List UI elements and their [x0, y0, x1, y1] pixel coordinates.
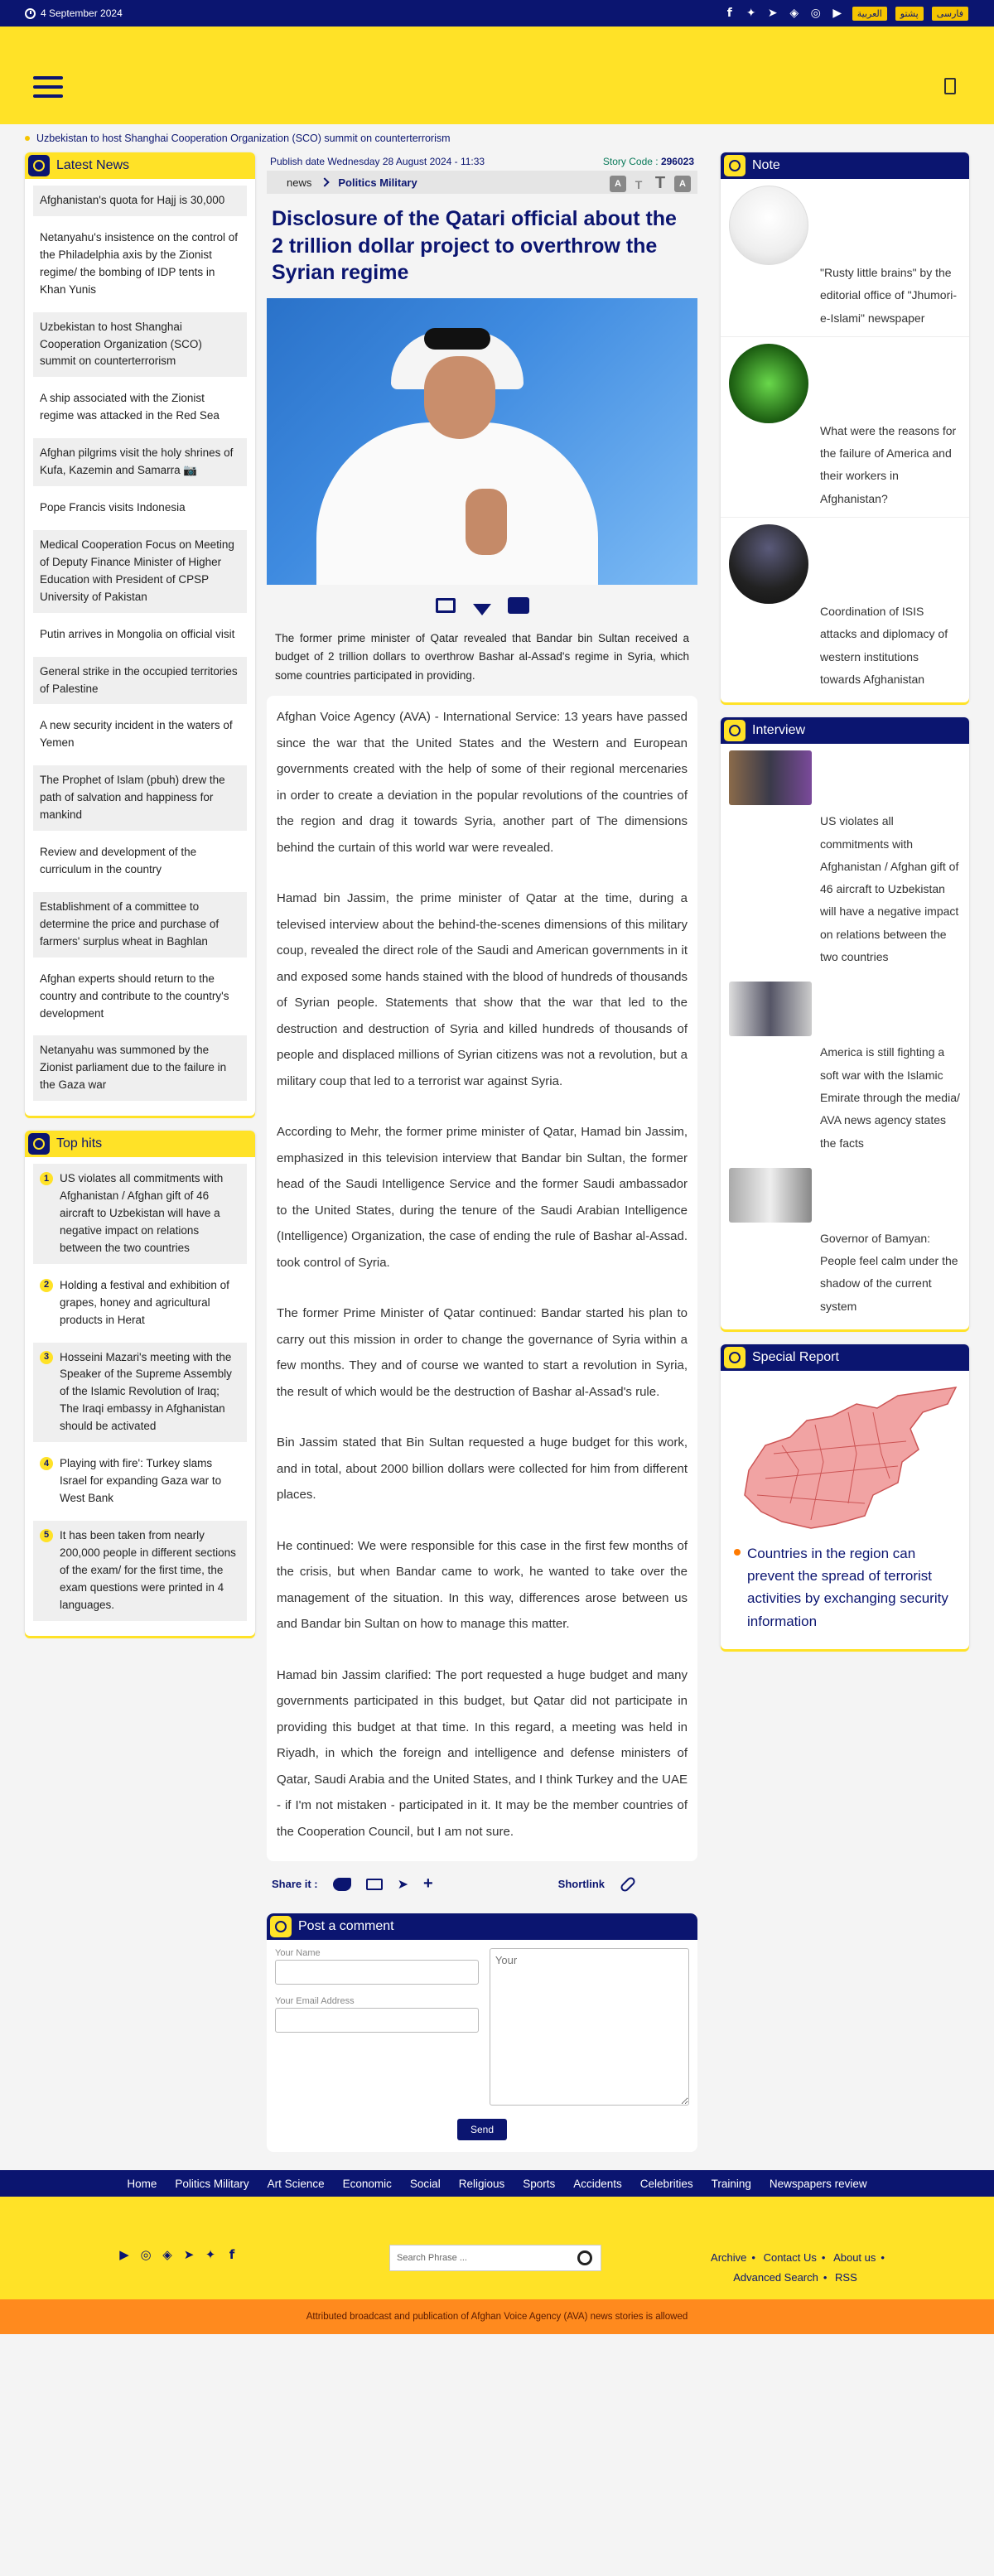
share-bar: [267, 1861, 697, 1907]
twitter-share-icon[interactable]: [333, 1878, 351, 1891]
note-title: Note: [752, 158, 780, 172]
email-share-icon[interactable]: [366, 1879, 383, 1890]
article-paragraph: Afghan Voice Agency (AVA) - International Service: 13 years have passed since the war that the United States and the Western and European governments created with the help of some of their regional mercenaries in order to create a deviation in the popular revolutions of the countries of the region and drag it towards Syria, another part of The dimensions behind the curtain of this world war were revealed.: [277, 710, 688, 855]
nav-sports[interactable]: Sports: [523, 2177, 556, 2190]
lang-arabic[interactable]: العربية: [852, 6, 888, 22]
note-item[interactable]: [721, 179, 969, 337]
top-hit-text[interactable]: It has been taken from nearly 200,000 people in different sections of the exam/ for the first time, the exam questions were printed in 4 languages.: [60, 1528, 236, 1611]
top-hit-item[interactable]: [33, 1521, 247, 1621]
footer-link-contact[interactable]: Contact Us: [763, 2251, 817, 2265]
story-code-label: Story Code :: [602, 156, 659, 167]
list-item[interactable]: Pope Francis visits Indonesia: [33, 493, 247, 523]
globe-icon: [724, 155, 746, 176]
list-item[interactable]: Putin arrives in Mongolia on official visit: [33, 620, 247, 650]
article-paragraph: Hamad bin Jassim, the prime minister of Qatar at the time, during a televised interview about the behind-the-scenes dimensions of this military coup, revealed the direct role of the Saudi and American governments in it and exposed some hands stained with the blood of hundreds of thousands of Syrian people. Statements that show that the war that led to the destruction and destruction of Syria and killed hundreds of thousands of people and displaced millions of Syrian citizens was not a revolution, but a military coup that led to a terrorist war against Syria.: [277, 891, 688, 1088]
email-field[interactable]: [275, 2008, 479, 2033]
clock-icon: [25, 8, 36, 19]
share-label: Share it :: [272, 1878, 318, 1891]
nav-training[interactable]: Training: [711, 2177, 751, 2190]
interview-text[interactable]: US violates all commitments with Afghanistan / Afghan gift of 46 aircraft to Uzbekistan will have a negative impact on relations between the two countries: [820, 814, 959, 964]
bullet-icon: [734, 1549, 741, 1556]
publish-date: Wednesday 28 August 2024 - 11:33: [327, 156, 485, 167]
top-hit-item[interactable]: [33, 1164, 247, 1264]
name-label: Your Name: [275, 1948, 321, 1959]
article-paragraph: According to Mehr, the former prime minister of Qatar, Hamad bin Jassim, emphasized in this television interview that Bandar bin Sultan, the former head of the Saudi Intelligence Service and the former Saudi ambassador to the United States, during the tenure of the Saudi Arabian Intelligence (Intelligence) Organization, the case of ending the rule of Bashar al-Assad. took control of Syria.: [277, 1125, 688, 1270]
copyright-text: Attributed broadcast and publication of Afghan Voice Agency (AVA) news stories is allowed: [306, 2312, 688, 2323]
current-date: 4 September 2024: [41, 7, 123, 19]
email-icon[interactable]: [435, 595, 456, 616]
latest-news-header: [25, 152, 255, 179]
list-item[interactable]: A ship associated with the Zionist regime was attacked in the Red Sea: [33, 384, 247, 432]
top-hits-header: [25, 1131, 255, 1157]
article-paragraph: The former Prime Minister of Qatar continued: Bandar started his plan to carry out this mission in order to change the governance of Syria within a few months. They and of course we wanted to start a revolution in Syria, the result of which would be the destruction of Bashar al-Assad's rule.: [277, 1306, 688, 1399]
ticker-link[interactable]: Uzbekistan to host Shanghai Cooperation Organization (SCO) summit on counterterrorism: [36, 133, 451, 144]
article-paragraph: Bin Jassim stated that Bin Sultan requested a huge budget for this work, and in total, about 2000 billion dollars were collected for him from different places.: [277, 1435, 688, 1503]
list-item[interactable]: Netanyahu's insistence on the control of the Philadelphia axis by the Zionist regime/ the bombing of IDP tents in Khan Yunis: [33, 223, 247, 306]
article-title: Disclosure of the Qatari official about the 2 trillion dollar project to overthrow the Syrian regime: [272, 207, 677, 284]
footer-search[interactable]: [389, 2245, 601, 2271]
youtube-icon[interactable]: ▶: [119, 2247, 129, 2263]
story-code: 296023: [660, 156, 694, 167]
article-lead: The former prime minister of Qatar revealed that Bandar bin Sultan received a budget of 2 trillion dollars to overthrow Bashar al-Assad's regime in Syria, which some countries participated in providing.: [275, 631, 689, 683]
nav-economic[interactable]: Economic: [342, 2177, 392, 2190]
list-item[interactable]: Medical Cooperation Focus on Meeting of Deputy Finance Minister of Higher Education with President of CPSP University of Pakistan: [33, 530, 247, 613]
download-icon[interactable]: [471, 595, 493, 616]
twitter-icon[interactable]: ✦: [205, 2247, 216, 2263]
list-item[interactable]: Review and development of the curriculum in the country: [33, 837, 247, 885]
send-button[interactable]: Send: [457, 2119, 507, 2140]
interview-title: Interview: [752, 723, 806, 738]
name-field[interactable]: [275, 1960, 479, 1985]
rank-badge: 4: [40, 1457, 53, 1470]
search-placeholder[interactable]: Search Phrase ...: [397, 2253, 467, 2264]
list-item[interactable]: Afghanistan's quota for Hajj is 30,000: [33, 186, 247, 216]
news-ticker: [0, 124, 994, 152]
interview-item[interactable]: [721, 975, 969, 1160]
chevron-right-icon: [321, 177, 330, 186]
top-hit-text[interactable]: Holding a festival and exhibition of grapes, honey and agricultural products in Herat: [60, 1278, 229, 1326]
top-bar: [0, 0, 994, 27]
breadcrumb-section[interactable]: Politics Military: [338, 176, 417, 189]
interview-item[interactable]: [721, 744, 969, 975]
search-icon[interactable]: [577, 2250, 592, 2265]
font-smaller-icon[interactable]: T: [635, 178, 643, 191]
comment-header: [267, 1913, 697, 1940]
interview-header: [721, 717, 969, 744]
twitter-icon[interactable]: ✦: [746, 7, 756, 20]
facebook-icon[interactable]: f: [229, 2247, 235, 2263]
list-item[interactable]: Afghan experts should return to the country and contribute to the country's development: [33, 964, 247, 1030]
list-item[interactable]: Establishment of a committee to determine the price and purchase of farmers' surplus wheat in Baghlan: [33, 892, 247, 958]
globe-icon: [28, 1133, 50, 1155]
interview-thumbnail[interactable]: [729, 982, 812, 1036]
interview-item[interactable]: [721, 1161, 969, 1324]
font-default-icon[interactable]: A: [674, 176, 691, 192]
footer-link-rss[interactable]: RSS: [835, 2271, 857, 2284]
facebook-icon[interactable]: f: [726, 7, 732, 20]
interview-text[interactable]: Governor of Bamyan: People feel calm under the shadow of the current system: [820, 1231, 958, 1313]
globe-icon: [28, 155, 50, 176]
font-reset-icon[interactable]: A: [610, 176, 626, 192]
note-thumbnail[interactable]: [729, 524, 808, 604]
shortlink-label: Shortlink: [557, 1878, 605, 1891]
telegram-icon[interactable]: ➤: [183, 2247, 195, 2263]
interview-thumbnail[interactable]: [729, 1168, 812, 1223]
interview-box: [721, 717, 969, 1329]
nav-politics-military[interactable]: Politics Military: [175, 2177, 249, 2190]
rank-badge: 3: [40, 1351, 53, 1364]
youtube-icon[interactable]: ▶: [832, 7, 842, 20]
top-hit-item[interactable]: [33, 1271, 247, 1336]
special-report-box: [721, 1344, 969, 1649]
interview-text[interactable]: America is still fighting a soft war with the Islamic Emirate through the media/ AVA news agency states the facts: [820, 1045, 960, 1150]
lang-pashto[interactable]: پشتو: [895, 6, 924, 22]
link-icon[interactable]: [619, 1875, 636, 1893]
date-display: [25, 7, 123, 19]
article-body: [267, 696, 697, 1861]
search-icon[interactable]: [944, 78, 956, 94]
rank-badge: 5: [40, 1529, 53, 1542]
telegram-share-icon[interactable]: ➤: [397, 1876, 409, 1893]
site-footer: [0, 2197, 994, 2299]
comment-textarea[interactable]: [490, 1948, 689, 2106]
globe-icon: [724, 1347, 746, 1368]
article-photo: [267, 298, 697, 585]
breadcrumb-news[interactable]: news: [287, 176, 312, 189]
footer-link-about[interactable]: About us: [833, 2251, 876, 2265]
article-paragraph: He continued: We were responsible for this case in the first few months of the crisis, but when Bandar came to work, he wanted to take over the management of the situation. In this way, differences arose between us and Bandar bin Sultan on how to manage this matter.: [277, 1538, 688, 1632]
note-text[interactable]: What were the reasons for the failure of America and their workers in Afghanistan?: [820, 423, 957, 505]
note-item[interactable]: [721, 518, 969, 697]
instagram-icon[interactable]: ◎: [810, 7, 821, 20]
aparat-icon[interactable]: ◈: [789, 7, 799, 20]
nav-newspapers-review[interactable]: Newspapers review: [769, 2177, 867, 2190]
list-item[interactable]: General strike in the occupied territories of Palestine: [33, 657, 247, 705]
note-thumbnail[interactable]: [729, 344, 808, 423]
top-hit-item[interactable]: [33, 1343, 247, 1443]
note-text[interactable]: Coordination of ISIS attacks and diplomacy of western institutions towards Afghanistan: [820, 605, 948, 686]
globe-icon: [270, 1916, 292, 1937]
note-item[interactable]: [721, 337, 969, 518]
email-label: Your Email Address: [275, 1996, 355, 2007]
top-hit-text[interactable]: Hosseini Mazari's meeting with the Speaker of the Supreme Assembly of the Islamic Revolution of Iraq; The Iraqi embassy in Afghanistan should be activated: [60, 1350, 232, 1433]
note-box: [721, 152, 969, 702]
list-item[interactable]: A new security incident in the waters of Yemen: [33, 711, 247, 759]
article-meta: [267, 152, 697, 171]
list-item[interactable]: The Prophet of Islam (pbuh) drew the path of salvation and happiness for mankind: [33, 765, 247, 831]
telegram-icon[interactable]: ➤: [767, 7, 778, 20]
rank-badge: 1: [40, 1172, 53, 1185]
globe-icon: [724, 720, 746, 741]
footer-links: Archive • Contact Us • About us • Advanced Search • RSS: [711, 2251, 885, 2284]
footer-link-archive[interactable]: Archive: [711, 2251, 747, 2265]
article: [267, 152, 697, 2152]
note-header: [721, 152, 969, 179]
top-hit-text[interactable]: Playing with fire': Turkey slams Israel for expanding Gaza war to West Bank: [60, 1457, 222, 1505]
rank-badge: 2: [40, 1279, 53, 1292]
menu-icon[interactable]: [33, 76, 63, 98]
afghanistan-map[interactable]: [732, 1379, 964, 1536]
top-hits-title: Top hits: [56, 1136, 103, 1151]
special-report-item[interactable]: [721, 1542, 969, 1644]
nav-celebrities[interactable]: Celebrities: [639, 2177, 693, 2190]
nav-social[interactable]: Social: [409, 2177, 441, 2190]
nav-art-science[interactable]: Art Science: [267, 2177, 325, 2190]
breadcrumb: [267, 171, 697, 194]
comment-title: Post a comment: [298, 1919, 394, 1934]
special-report-title: Special Report: [752, 1350, 839, 1365]
ticker-dot-icon: [25, 136, 30, 141]
nav-religious[interactable]: Religious: [458, 2177, 505, 2190]
print-icon[interactable]: [508, 595, 529, 616]
note-thumbnail[interactable]: [729, 186, 808, 265]
top-hits-box: [25, 1131, 255, 1635]
interview-thumbnail[interactable]: [729, 750, 812, 805]
latest-news-box: [25, 152, 255, 1116]
note-text[interactable]: "Rusty little brains" by the editorial office of "Jhumori-e-Islami" newspaper: [820, 266, 958, 325]
top-hit-text[interactable]: US violates all commitments with Afghanistan / Afghan gift of 46 aircraft to Uzbekistan will have a negative impact on relations between the two countries: [60, 1172, 224, 1254]
font-larger-icon[interactable]: T: [654, 173, 666, 192]
lang-persian[interactable]: فارسی: [931, 6, 969, 22]
plus-share-icon[interactable]: +: [423, 1874, 433, 1893]
latest-news-title: Latest News: [56, 158, 130, 172]
footer-nav: [0, 2170, 994, 2197]
special-report-header: [721, 1344, 969, 1371]
footer-link-advanced-search[interactable]: Advanced Search: [733, 2271, 818, 2284]
top-hit-item[interactable]: [33, 1449, 247, 1514]
special-report-text[interactable]: Countries in the region can prevent the spread of terrorist activities by exchanging security information: [747, 1546, 948, 1629]
list-item[interactable]: Netanyahu was summoned by the Zionist parliament due to the failure in the Gaza war: [33, 1035, 247, 1101]
article-paragraph: Hamad bin Jassim clarified: The port requested a huge budget and many governments participated in this budget, but Qatar did not participate in providing this budget at that time. In this regard, a meeting was held in Riyadh, in which the foreign and intelligence and defense ministers of Qatar, Saudi Arabia and the United States, and I think Turkey and the UAE - if I'm not mistaken - participated in it. It may be the member countries of the Cooperation Council, but I am not sure.: [277, 1667, 688, 1839]
nav-home[interactable]: Home: [127, 2177, 157, 2190]
publish-label: Publish date: [270, 156, 326, 167]
site-header: [0, 27, 994, 124]
nav-accidents[interactable]: Accidents: [573, 2177, 622, 2190]
list-item[interactable]: Afghan pilgrims visit the holy shrines of Kufa, Kazemin and Samarra 📷: [33, 438, 247, 486]
comment-form: [267, 1913, 697, 2152]
article-tools: [267, 585, 697, 625]
instagram-icon[interactable]: ◎: [140, 2247, 152, 2263]
list-item[interactable]: Uzbekistan to host Shanghai Cooperation Organization (SCO) summit on counterterrorism: [33, 312, 247, 378]
copyright-bar: [0, 2299, 994, 2334]
aparat-icon[interactable]: ◈: [162, 2247, 172, 2263]
